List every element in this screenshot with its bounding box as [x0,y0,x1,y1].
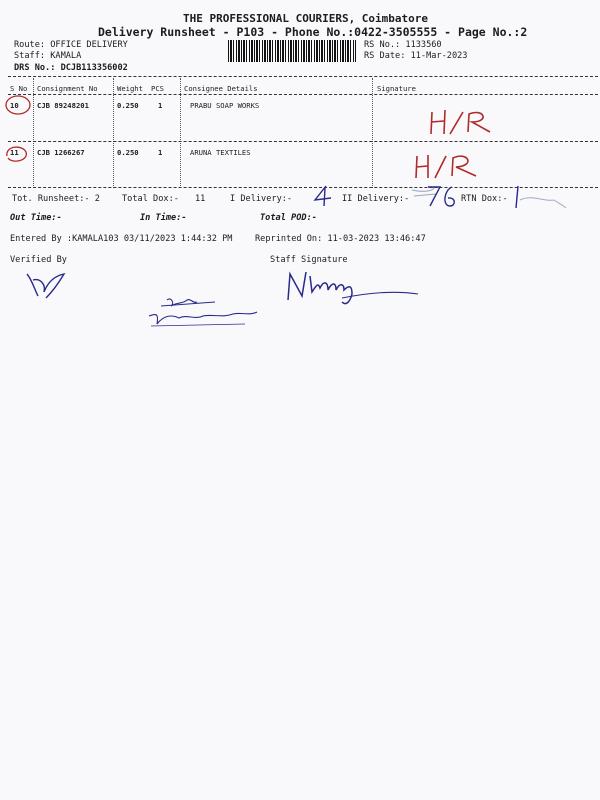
col-divider [113,78,114,188]
out-time-label: Out Time:- [10,213,62,223]
row-pcs: 1 [158,101,163,110]
company-title: THE PROFESSIONAL COURIERS, Coimbatore [183,12,429,25]
col-header-consignment: Consignment No [37,84,98,93]
staff-signature-label: Staff Signature [270,255,348,265]
signature-hr-handwritten [412,150,482,182]
col-header-pcs: PCS [151,84,164,93]
verified-by-label: Verified By [10,255,67,265]
rs-number: RS No.: 1133560 [364,40,442,50]
entered-by: Entered By :KAMALA103 03/11/2023 1:44:32 PM [10,234,233,244]
col-divider [180,78,181,188]
row-pcs: 1 [158,148,163,157]
col-header-signature: Signature [377,84,416,93]
rtn-dox-label: RTN Dox:- [461,194,508,204]
row-separator [8,141,598,142]
total-runsheet: Tot. Runsheet:- 2 [12,194,100,204]
table-top-rule [8,76,598,77]
verified-by-signature [24,266,70,302]
row-sno: 10 [10,101,19,110]
col-divider [372,78,373,188]
runsheet-title: Delivery Runsheet - P103 - Phone No.:0422-3505555 - Page No.:2 [98,25,528,39]
total-dox-label: Total Dox:- [122,194,179,204]
row-consignee: PRABU SOAP WORKS [190,101,260,110]
row-consignment: CJB 1266267 [37,148,85,157]
stamp-signature-handwritten [145,294,265,334]
table-header-rule [8,94,598,95]
row-weight: 0.250 [117,101,139,110]
staff-signature [282,268,422,308]
drs-number: DRS No.: DCJB113356002 [14,63,128,73]
total-dox-value: 11 [195,194,206,204]
sno-circle-handwritten [2,142,32,166]
ii-delivery-label: II Delivery:- [342,194,410,204]
col-header-sno: S No [10,84,28,93]
total-pod-label: Total POD:- [260,213,317,223]
row-consignment: CJB 89248201 [37,101,89,110]
col-header-consignee: Consignee Details [184,84,258,93]
rs-date: RS Date: 11-Mar-2023 [364,51,468,61]
barcode [228,40,356,62]
reprinted-on: Reprinted On: 11-03-2023 13:46:47 [255,234,426,244]
staff-label: Staff: KAMALA [14,51,82,61]
col-header-weight: Weight [117,84,143,93]
i-delivery-handwritten [312,184,334,208]
rtn-dox-handwritten [508,182,570,212]
route-label: Route: OFFICE DELIVERY [14,40,128,50]
signature-hr-handwritten [428,106,498,138]
sno-circle-handwritten [4,94,34,118]
ii-delivery-handwritten [410,184,460,210]
i-delivery-label: I Delivery:- [230,194,293,204]
row-weight: 0.250 [117,148,139,157]
row-consignee: ARUNA TEXTILES [190,148,251,157]
in-time-label: In Time:- [140,213,187,223]
row-sno: 11 [10,148,19,157]
